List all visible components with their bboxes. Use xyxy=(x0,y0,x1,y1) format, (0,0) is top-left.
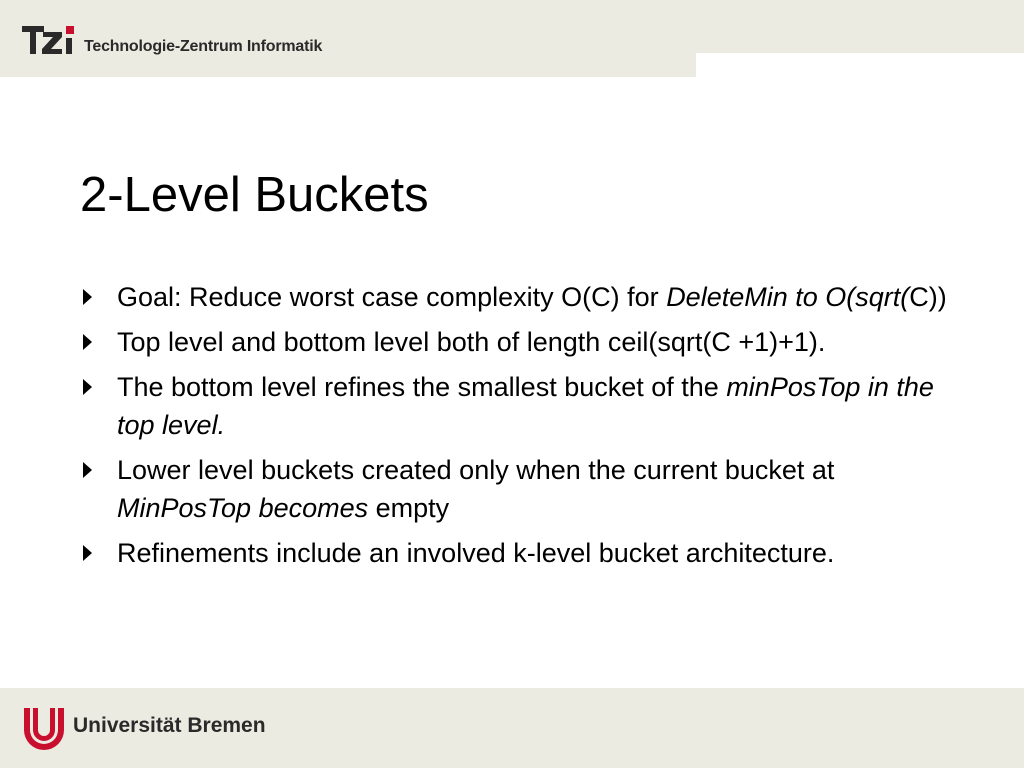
bullet-text: Lower level buckets created only when the current bucket at xyxy=(117,455,835,485)
university-name: Universität Bremen xyxy=(73,714,266,737)
bullet-text: Goal: Reduce worst case complexity O(C) for xyxy=(117,282,667,312)
bullet-text: Top level and bottom level both of length ceil(sqrt(C +1)+1). xyxy=(117,327,826,357)
bullet-text: empty xyxy=(368,493,450,523)
bullet-text-italic: minPosTop in the top level. xyxy=(117,372,934,440)
bullet-text-italic: MinPosTop becomes xyxy=(117,493,369,523)
bullet-item-bottom-level xyxy=(80,368,960,444)
bullet-item-lower-level xyxy=(80,451,960,527)
bullet-text: The bottom level refines the smallest bucket of the xyxy=(117,372,727,402)
slide-title: 2-Level Buckets xyxy=(80,168,429,222)
bullet-arrow-icon xyxy=(83,545,92,561)
bullet-text: C)) xyxy=(909,282,947,312)
institute-name: Technologie-Zentrum Informatik xyxy=(84,38,323,55)
tzi-logo xyxy=(22,24,76,58)
bullet-arrow-icon xyxy=(83,462,92,478)
header-band-strip xyxy=(696,0,1024,53)
bullet-arrow-icon xyxy=(83,334,92,350)
bullet-item-goal xyxy=(80,278,960,316)
bullet-arrow-icon xyxy=(83,379,92,395)
bullet-list xyxy=(80,278,960,579)
bullet-item-refinements xyxy=(80,534,960,572)
bullet-item-levels xyxy=(80,323,960,361)
bullet-text: Refinements include an involved k-level bucket architecture. xyxy=(117,538,835,568)
bullet-arrow-icon xyxy=(83,289,92,305)
bullet-text-italic: DeleteMin to O(sqrt( xyxy=(666,282,910,312)
university-logo xyxy=(22,706,66,750)
